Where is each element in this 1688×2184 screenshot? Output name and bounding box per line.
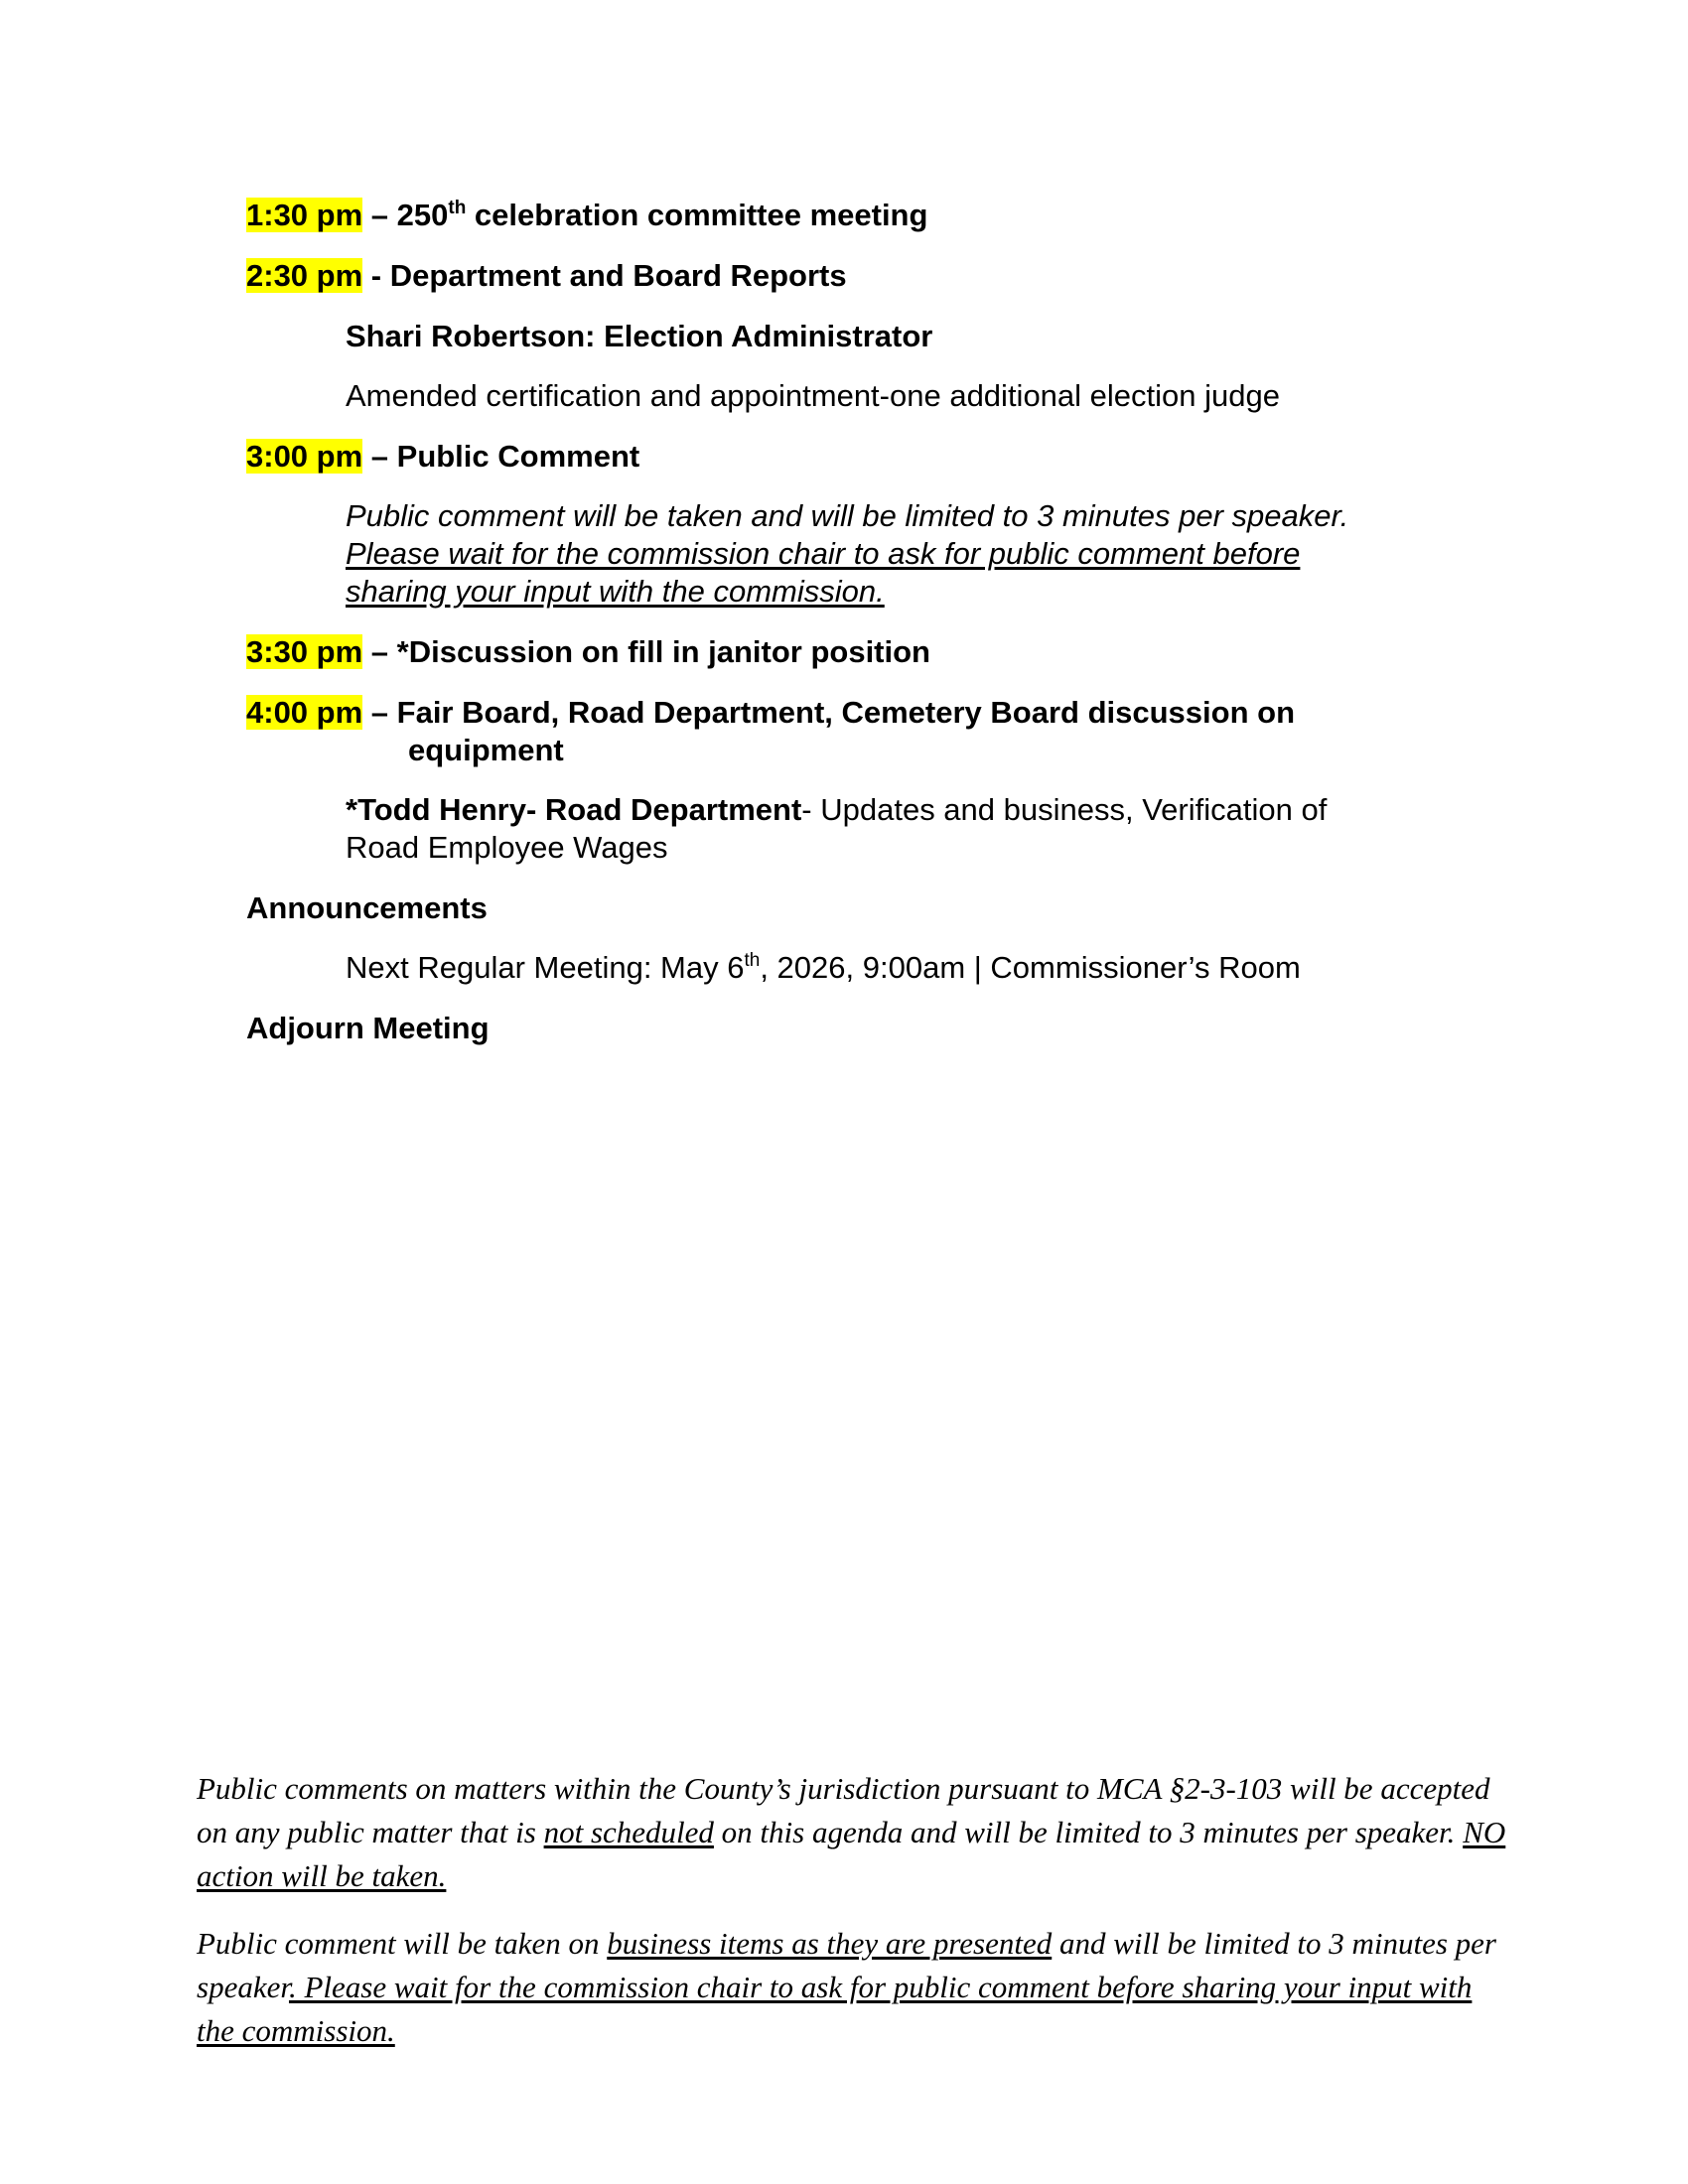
footer-1-a: Public comments on matters within the County’s jurisdiction pursuant to MCA §2-3-103 will be accepted on any public matter that is bbox=[197, 1771, 1490, 1849]
todd-henry-name: *Todd Henry- Road Department bbox=[346, 792, 802, 827]
item-1330-sep: – bbox=[362, 198, 397, 232]
time-1530: 3:30 pm bbox=[246, 634, 363, 669]
public-comment-line2: Please wait for the commission chair to ask for public comment before bbox=[346, 536, 1301, 571]
announcements-heading: Announcements bbox=[246, 890, 488, 925]
next-meeting-pre: Next Regular Meeting: May 6 bbox=[346, 950, 745, 985]
agenda-item-1330 bbox=[246, 197, 927, 234]
todd-henry-line2: Road Employee Wages bbox=[346, 830, 668, 865]
footer-2-wait: . Please wait for the commission chair to ask for public comment before sharing your input with the commission. bbox=[197, 1970, 1473, 2048]
footer-2-a: Public comment will be taken on bbox=[197, 1926, 608, 1961]
adjourn-heading: Adjourn Meeting bbox=[246, 1011, 490, 1045]
shari-detail: Amended certification and appointment-one additional election judge bbox=[346, 378, 1280, 413]
footer-1-b: on this agenda and will be limited to 3 minutes per speaker. bbox=[713, 1815, 1464, 1849]
item-1600-dash: – bbox=[362, 695, 397, 730]
agenda-item-1430 bbox=[246, 257, 847, 295]
public-comment-line1: Public comment will be taken and will be limited to 3 minutes per speaker. bbox=[346, 498, 1349, 533]
agenda-item-1600 bbox=[246, 694, 1295, 732]
agenda-item-1500 bbox=[246, 438, 639, 476]
time-1600: 4:00 pm bbox=[246, 695, 363, 730]
time-1330: 1:30 pm bbox=[246, 198, 363, 232]
next-meeting-sup: th bbox=[744, 950, 761, 971]
item-1330-num: 250 bbox=[396, 198, 449, 232]
todd-henry-line1 bbox=[346, 791, 1327, 829]
item-1330-sup: th bbox=[448, 198, 467, 218]
item-1530-text: – *Discussion on fill in janitor position bbox=[362, 634, 930, 669]
item-1430-text: - Department and Board Reports bbox=[362, 258, 847, 293]
item-1330-text: celebration committee meeting bbox=[466, 198, 928, 232]
shari-heading: Shari Robertson: Election Administrator bbox=[346, 319, 933, 353]
item-1500-text: – Public Comment bbox=[362, 439, 640, 474]
footer-2-business-items: business items as they are presented bbox=[607, 1926, 1053, 1961]
footer-1-not-scheduled: not scheduled bbox=[543, 1815, 714, 1849]
todd-henry-detail: - Updates and business, Verification of bbox=[801, 792, 1328, 827]
footer-note-1 bbox=[197, 1767, 1507, 1898]
footer-1-no-action: NO action will be taken. bbox=[197, 1815, 1506, 1893]
time-1430: 2:30 pm bbox=[246, 258, 363, 293]
next-meeting bbox=[346, 949, 1301, 987]
agenda-item-1530 bbox=[246, 633, 930, 671]
footer-2-b: and will be limited to 3 minutes per speaker bbox=[197, 1926, 1496, 2004]
public-comment-line3: sharing your input with the commission. bbox=[346, 574, 885, 609]
next-meeting-post: , 2026, 9:00am | Commissioner’s Room bbox=[760, 950, 1301, 985]
item-1600-line2: equipment bbox=[408, 733, 564, 767]
time-1500: 3:00 pm bbox=[246, 439, 363, 474]
footer-note-2 bbox=[197, 1922, 1507, 2053]
item-1600-line1: Fair Board, Road Department, Cemetery Board discussion on bbox=[396, 695, 1295, 730]
